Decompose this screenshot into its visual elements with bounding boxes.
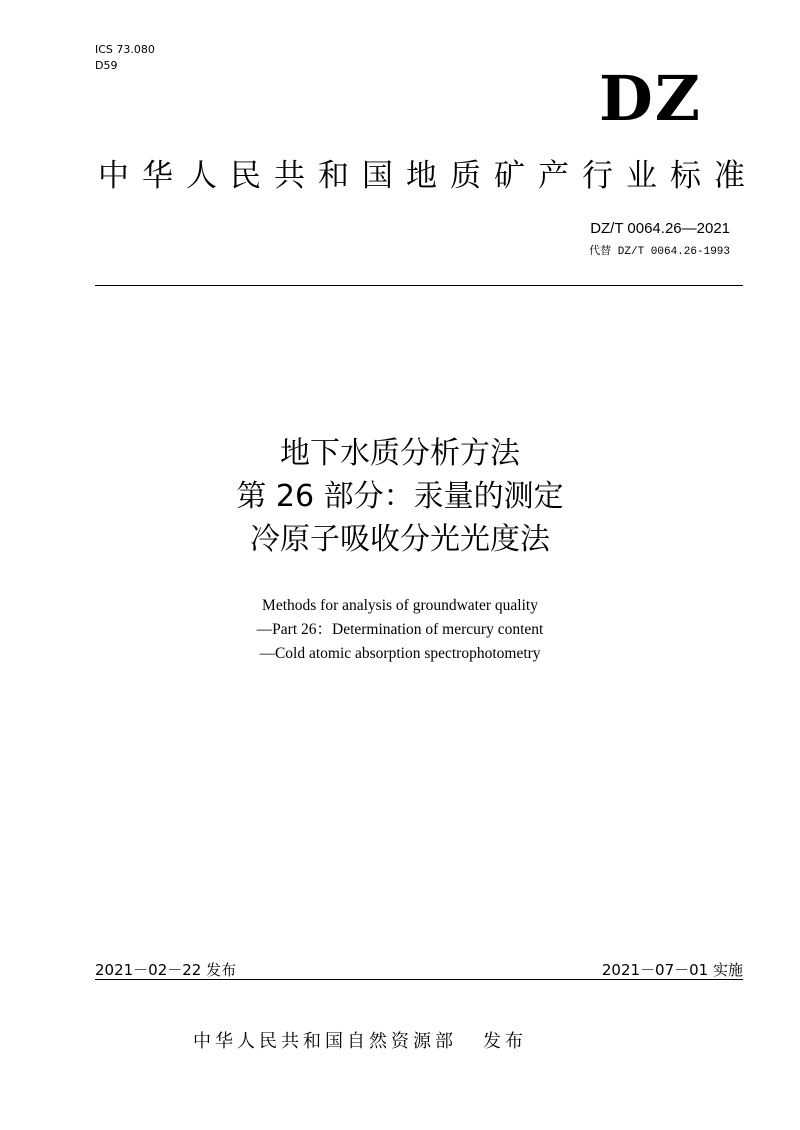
footer-divider	[95, 979, 743, 980]
header-divider	[95, 285, 743, 286]
title-cn-line-3: 冷原子吸收分光光度法	[250, 522, 550, 557]
title-en-line-3: —Cold atomic absorption spectrophotometry	[259, 645, 541, 662]
title-cn-line-1: 地下水质分析方法	[280, 436, 520, 471]
title-chinese	[0, 432, 800, 561]
standard-type-heading: 中华人民共和国地质矿产行业标准	[98, 158, 758, 194]
publisher-line	[193, 1030, 527, 1054]
dz-logo: DZ	[598, 62, 702, 135]
classification-codes	[95, 42, 155, 74]
title-english	[0, 594, 800, 666]
standard-number: DZ/T 0064.26—2021	[590, 220, 730, 237]
replaces-note: 代替 DZ/T 0064.26-1993	[589, 246, 730, 258]
title-cn-line-2: 第 26 部分：汞量的测定	[236, 479, 564, 514]
publisher-name: 中华人民共和国自然资源部	[193, 1031, 457, 1052]
issue-date: 2021－02－22 发布	[95, 961, 237, 979]
title-en-line-2: —Part 26：Determination of mercury content	[256, 621, 544, 638]
ccs-code: D59	[95, 59, 118, 72]
ics-code: ICS 73.080	[95, 43, 155, 56]
title-en-line-1: Methods for analysis of groundwater quality	[262, 597, 538, 614]
publisher-action: 发布	[483, 1031, 527, 1052]
implementation-date: 2021－07－01 实施	[601, 961, 743, 979]
